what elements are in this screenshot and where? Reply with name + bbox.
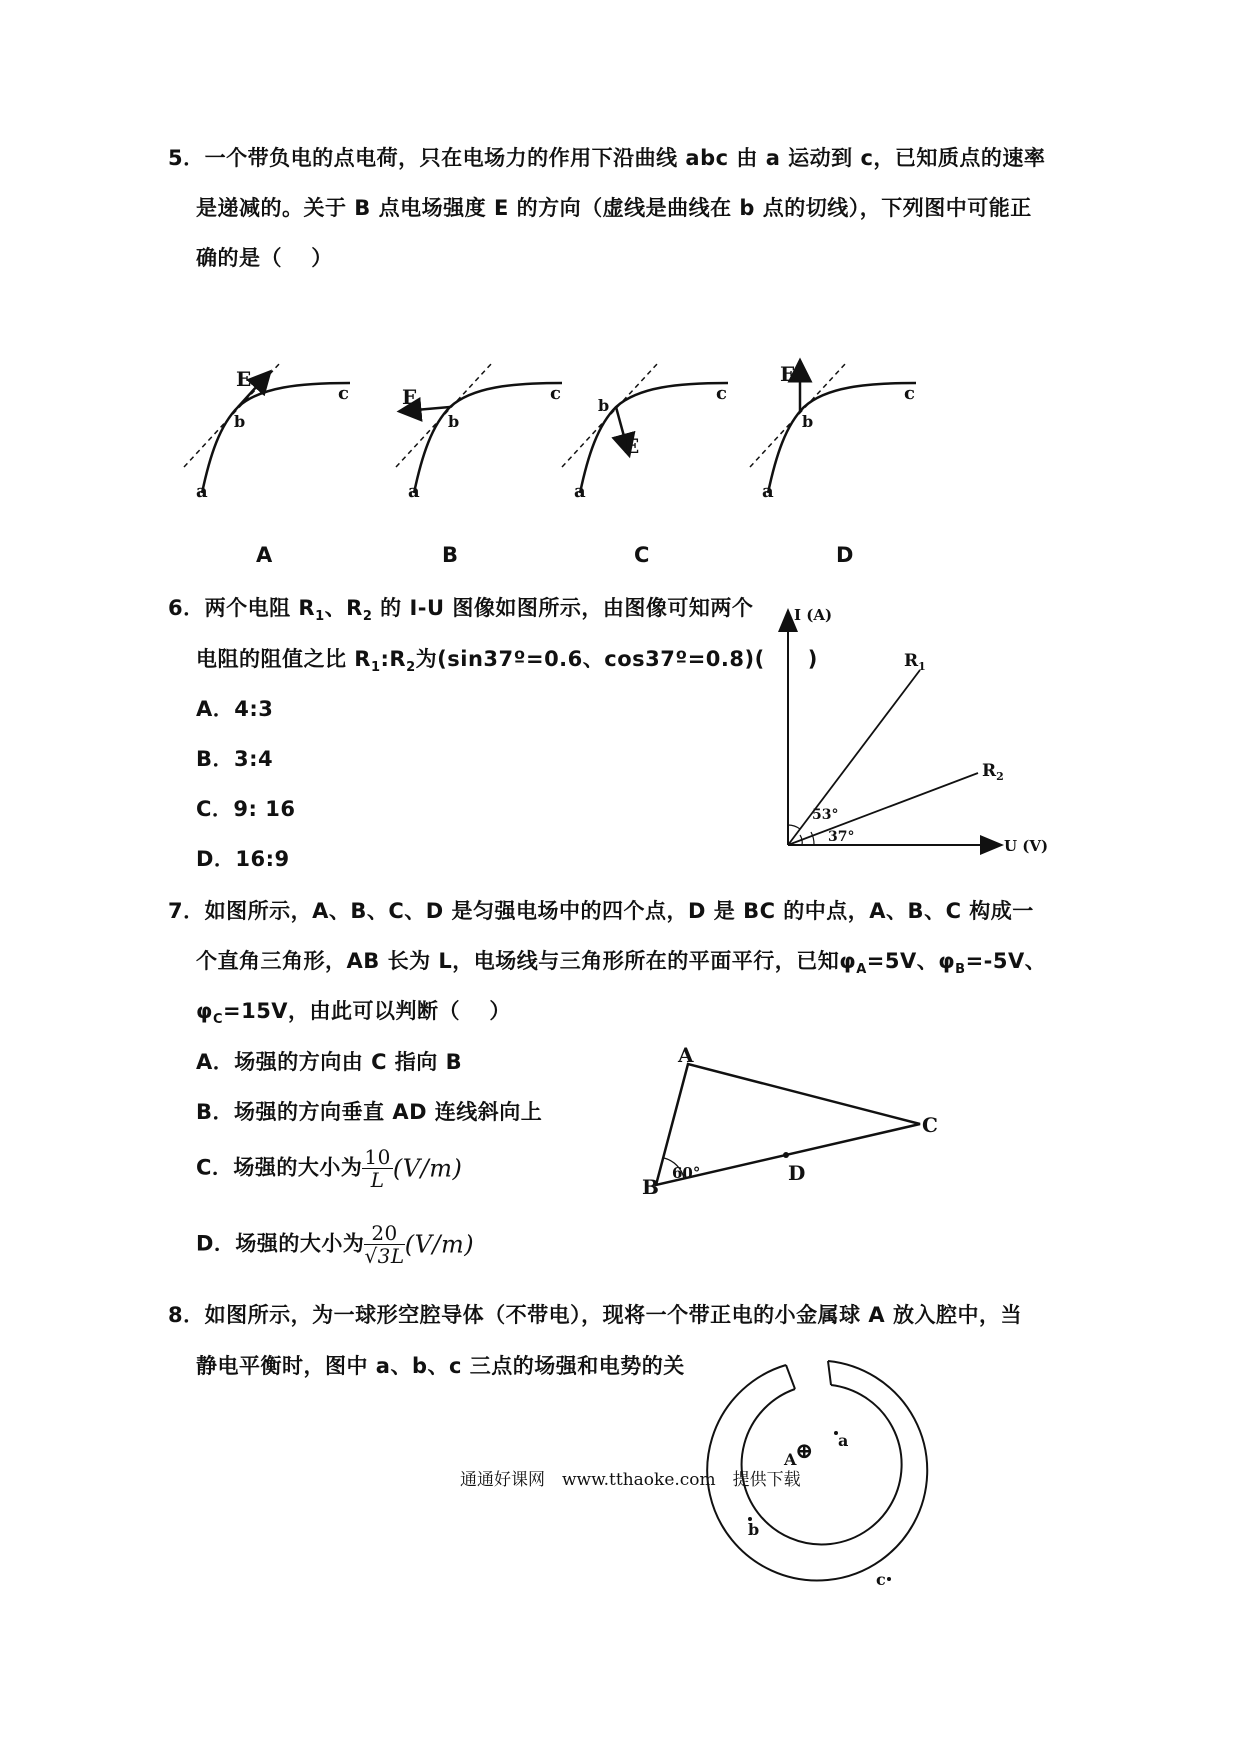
q7-line-3: $\varphi_C=15V$，由此可以判断（ ）	[196, 999, 511, 1028]
q7-label-d: D	[788, 1161, 806, 1185]
footer-source: 通通好课网 www.tthaoke.com 提供下载	[460, 1470, 801, 1490]
q8-sphere-figure	[700, 1345, 940, 1754]
q6-i-axis-label: I (A)	[794, 606, 833, 624]
q5-c-label-a: a	[574, 481, 586, 502]
q6-r2-label: $R_2$	[982, 761, 1004, 783]
q6-option-d: D．16:9	[196, 847, 290, 871]
q5-diagram-c	[562, 363, 728, 502]
q5-diagram-b	[396, 363, 562, 502]
q8-label-b: b	[748, 1520, 760, 1539]
q5-b-label-a: a	[408, 481, 420, 502]
q6-iu-graph	[770, 600, 1070, 860]
q6-r1-label: $R_1$	[904, 651, 926, 673]
q5-d-label-c: c	[904, 383, 915, 404]
q6-option-b: B．3:4	[196, 747, 274, 771]
q6-line-1: 6．两个电阻 $R_1$、$R_2$ 的 I-U 图像如图所示，由图像可知两个	[168, 596, 754, 625]
q5-diagrams	[170, 355, 950, 575]
q6-r1-line	[788, 670, 920, 845]
q6-angle-37: 37°	[828, 829, 855, 845]
q6-option-c: C．9: 16	[196, 797, 296, 821]
q7-option-b: B．场强的方向垂直 AD 连线斜向上	[196, 1100, 543, 1124]
q5-d-label-a: a	[762, 481, 774, 502]
q5-diagram-a	[184, 363, 350, 502]
q7-line-1: 7．如图所示，A、B、C、D 是匀强电场中的四个点，D 是 BC 的中点，A、B、C 构成一	[168, 899, 1034, 923]
q7-option-c: C．场强的大小为 $\frac{10}{L}$ (V/m)	[196, 1145, 463, 1192]
q5-c-label-b: b	[598, 396, 610, 415]
q5-a-label-c: c	[338, 383, 349, 404]
q7-option-d: D．场强的大小为 $\frac{20}{√3L}$ (V/m)	[196, 1221, 475, 1268]
q5-b-label-e: E	[402, 385, 418, 409]
q6-u-axis-label: U (V)	[1004, 837, 1049, 855]
q5-label-a: A	[256, 543, 273, 567]
q6-line-2: 电阻的阻值之比 $R_1:R_2$为(sin37º=0.6、cos37º=0.8)( )	[196, 647, 818, 676]
q7-label-c: C	[922, 1113, 938, 1137]
q7-line-2: 个直角三角形，AB 长为 L，电场线与三角形所在的平面平行，已知$\varphi_A=5V$、$\varphi_B=-5V$、	[196, 949, 1047, 978]
q5-label-b: B	[442, 543, 459, 567]
q5-b-label-b: b	[448, 412, 460, 431]
q5-d-label-b: b	[802, 412, 814, 431]
q7-angle-60: 60°	[672, 1164, 701, 1182]
q6-angle-53: 53°	[812, 807, 839, 823]
q5-diagram-d	[750, 362, 916, 502]
q5-line-1: 5．一个带负电的点电荷，只在电场力的作用下沿曲线 abc 由 a 运动到 c，已知质点的速率	[168, 146, 1046, 170]
q7-point-d	[783, 1152, 789, 1158]
q5-c-label-e: E	[624, 434, 640, 458]
q7-triangle-figure	[630, 1040, 950, 1200]
q8-line-2: 静电平衡时，图中 a、b、c 三点的场强和电势的关	[196, 1354, 685, 1378]
q7-label-a: A	[678, 1043, 694, 1067]
q5-a-label-b: b	[234, 412, 246, 431]
q5-a-label-e: E	[236, 367, 252, 391]
q5-d-label-e: E	[780, 362, 796, 386]
q8-label-a: a	[838, 1431, 849, 1450]
q5-label-c: C	[634, 543, 650, 567]
q8-line-1: 8．如图所示，为一球形空腔导体（不带电），现将一个带正电的小金属球 A 放入腔中，当	[168, 1303, 1022, 1327]
q5-b-label-c: c	[550, 383, 561, 404]
q5-line-2: 是递减的。关于 B 点电场强度 E 的方向（虚线是曲线在 b 点的切线），下列图中可能正	[196, 196, 1032, 220]
q7-label-b: B	[642, 1175, 659, 1199]
q7-option-a: A．场强的方向由 C 指向 B	[196, 1050, 463, 1074]
q8-label-a-ball: A	[784, 1450, 797, 1469]
q8-label-c: c	[876, 1570, 886, 1589]
q5-c-label-c: c	[716, 383, 727, 404]
q8-positive-charge-icon: ⊕	[795, 1438, 814, 1464]
q5-a-label-a: a	[196, 481, 208, 502]
q6-option-a: A．4:3	[196, 697, 274, 721]
q5-line-3: 确的是（ ）	[196, 246, 333, 270]
q5-label-d: D	[836, 543, 854, 567]
